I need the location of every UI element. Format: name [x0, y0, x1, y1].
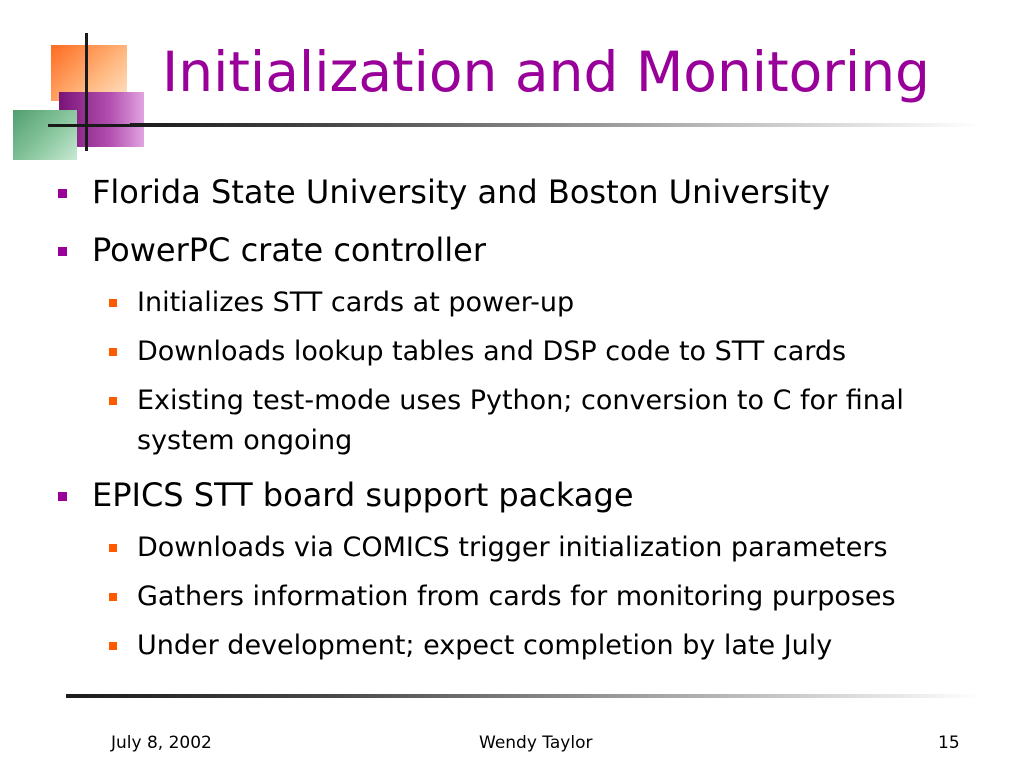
bullet-text: Downloads via COMICS trigger initialization parameters [137, 532, 888, 563]
bullet-text: Under development; expect completion by late July [137, 630, 833, 661]
bullet-level1 [92, 172, 830, 212]
bullet-text: EPICS STT board support package [92, 476, 634, 514]
bullet-level2 [137, 332, 846, 372]
bullet-level1 [92, 230, 486, 270]
bullet-text: Initializes STT cards at power-up [137, 287, 575, 318]
bullet-text: Downloads lookup tables and DSP code to STT cards [137, 336, 847, 367]
bullet-level2 [137, 381, 997, 461]
footer-page-number: 15 [938, 733, 960, 753]
square-bullet-icon [58, 247, 67, 256]
square-bullet-icon [58, 189, 67, 198]
logo-vertical-line [85, 33, 88, 151]
bullet-level2 [137, 577, 896, 617]
square-bullet-icon [109, 544, 117, 552]
footer-author: Wendy Taylor [479, 733, 593, 753]
footer-date: July 8, 2002 [111, 733, 212, 753]
bullet-level2 [137, 283, 574, 323]
square-bullet-icon [109, 642, 117, 650]
bullet-level2 [137, 528, 888, 568]
slide-title: Initialization and Monitoring [162, 40, 930, 104]
bullet-text: PowerPC crate controller [92, 231, 486, 269]
bullet-text: Gathers information from cards for monitoring purposes [137, 581, 896, 612]
square-bullet-icon [109, 593, 117, 601]
title-divider [130, 123, 980, 127]
square-bullet-icon [109, 299, 117, 307]
bullet-level1 [92, 475, 634, 515]
bullet-text: Florida State University and Boston University [92, 173, 831, 211]
square-bullet-icon [109, 348, 117, 356]
bullet-level2 [137, 626, 832, 666]
footer-divider [66, 694, 980, 698]
square-bullet-icon [58, 492, 67, 501]
slide-logo-decoration [0, 0, 160, 165]
green-square-decoration [13, 110, 77, 160]
square-bullet-icon [109, 397, 117, 405]
bullet-text: Existing test-mode uses Python; conversion to C for final system ongoing [137, 385, 904, 456]
